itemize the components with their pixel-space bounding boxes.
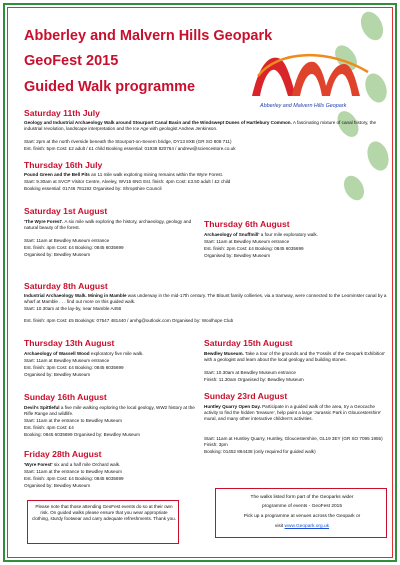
event-description bbox=[24, 120, 390, 132]
event-description bbox=[24, 351, 196, 357]
event-heading: Sunday 16th August bbox=[24, 392, 107, 402]
event-start: Start: 2pm at the north riverside beneath the Stourport-on-Severn bridge, DY13 8XB (GR SO 808 711) bbox=[24, 139, 232, 144]
event-info: Est. finish: 4pm Cost: £5 Bookings: 07547 481440 / amhg@outlook.com Organised by: Woolhope Club bbox=[24, 318, 234, 323]
title-line-2: GeoFest 2015 bbox=[24, 53, 119, 69]
event-heading: Sunday 23rd August bbox=[204, 391, 288, 401]
event-heading: Saturday 15th August bbox=[204, 338, 293, 348]
event-description bbox=[204, 351, 386, 363]
info-line-4 bbox=[216, 524, 388, 531]
event-organiser: Organised by: Bewdley Museum bbox=[24, 372, 91, 377]
event-desc-text: A six mile walk exploring the history, archaeology, geology and natural beauty of the forest. bbox=[24, 219, 192, 231]
event-desc-text: six and a half mile Orchard walk. bbox=[52, 462, 121, 467]
event-organiser: Booking: 0845 6035699 Organised by: Bewdley Museum bbox=[24, 432, 140, 437]
event-info: Finish: 11.30am Organised by: Bewdley Museum bbox=[204, 377, 304, 382]
geopark-logo-icon bbox=[238, 46, 398, 110]
event-title: Devil's Spittleful bbox=[24, 405, 60, 410]
info-line-1: The walks listed form part of the Geoparks wider bbox=[250, 495, 354, 500]
event-title: 'Wyre Forest' bbox=[24, 462, 53, 467]
event-title: Geology and Industrial Archaeology Walk around Stourport Canal Basin and the Windswept Dunes of Hartlebury Common. bbox=[24, 120, 292, 125]
event-info: Est. finish: 3pm Cost: £4 Booking: 0845 6035699 bbox=[24, 365, 124, 370]
event-organiser: Organised by: Bewdley Museum bbox=[24, 252, 91, 257]
event-info: Est. finish: 4pm Cost: £4 Booking: 0845 6035699 bbox=[24, 476, 124, 481]
event-description bbox=[24, 293, 390, 305]
event-title: Bewdley Museum. bbox=[204, 351, 244, 356]
event-desc-text: an 11 mile walk exploring mining remains within the Wyre Forest. bbox=[89, 172, 224, 177]
event-heading: Thursday 13th August bbox=[24, 338, 115, 348]
event-info: Est. finish: 5pm Cost: £2 adult / £1 child Booking essential: 01938 820764 / andrew@sciencestore.co.uk bbox=[24, 146, 236, 151]
event-info: Booking: 01452 864438 (only required for guided walk) bbox=[204, 449, 316, 454]
event-organiser: Organised by: Bewdley Museum bbox=[24, 483, 91, 488]
safety-notice-text: Please note that those attending GeoFest events do so at their own risk. On guided walks please ensure that you wear appropriate clothing, sturdy footwear and carry adequate refreshments. Thank you. bbox=[32, 504, 176, 522]
event-start: Start: 9.30am at SVCP Visitor Centre, Alveley, WV15 6NG Est. finish: 4pm Cost: £3.50 adult / £2 child bbox=[24, 179, 231, 184]
event-desc-text: was underway in the mid-17th century. The Blount family collieries, via a tramway, were connected to the Leominster canal by a wharf at Mamble . . . find out more on this guided walk. bbox=[24, 293, 387, 305]
event-start: Start: 11am at Bewdley Museum entrance bbox=[204, 239, 290, 244]
event-heading: Saturday 11th July bbox=[24, 108, 100, 118]
event-description bbox=[24, 172, 390, 178]
logo-caption: Abberley and Malvern Hills Geopark bbox=[260, 103, 347, 109]
info-line-2: programme of events - GeoFest 2015 bbox=[262, 504, 342, 509]
event-description bbox=[24, 462, 196, 468]
event-desc-text: Take a tour of the grounds and the 'Fossils of the Geopark Exhibition' with a geologist and learn about the local geology and building stones. bbox=[204, 351, 386, 363]
event-desc-text: A fascinating mixture of canal history, the industrial revolution, landscape interpretation and the Ice Age with geologist Andrew Jenkinson. bbox=[24, 120, 377, 132]
event-title: Huntley Quarry Open Day. bbox=[204, 404, 261, 409]
event-heading: Thursday 16th July bbox=[24, 160, 103, 170]
event-description bbox=[204, 232, 384, 238]
event-title: Pound Green and the Bell Pits bbox=[24, 172, 90, 177]
event-info: Est. finish: 4pm Cost: £4 bbox=[24, 425, 74, 430]
title-line-3: Guided Walk programme bbox=[24, 79, 196, 95]
event-start: Start: 11am at Bewdley Museum entrance bbox=[24, 358, 110, 363]
title-line-1: Abberley and Malvern Hills Geopark bbox=[24, 28, 273, 44]
event-title: Archaeology of Wassell Wood bbox=[24, 351, 90, 356]
event-desc-text: a four mile exploratory walk. bbox=[259, 232, 318, 237]
event-heading: Thursday 6th August bbox=[204, 219, 290, 229]
event-heading: Saturday 1st August bbox=[24, 206, 108, 216]
event-heading: Friday 28th August bbox=[24, 449, 102, 459]
event-info: Booking essential: 01746 781192 Organised by: Shropshire Council bbox=[24, 186, 162, 191]
event-info: Est. finish: 2pm Cost: £4 Booking: 0845 6035699 bbox=[204, 246, 304, 251]
event-title: Industrial Archaeology Walk. Mining in Mamble bbox=[24, 293, 127, 298]
event-info: Est. finish: 4pm Cost: £4 Booking: 0845 6035699 bbox=[24, 245, 124, 250]
event-description bbox=[24, 219, 196, 231]
event-desc-text: a five mile walking exploring the local geology, WW2 history at the Rifle Range and wildlife. bbox=[24, 405, 195, 417]
geopark-website-link[interactable]: www.Geopark.org.uk bbox=[284, 524, 330, 529]
event-description bbox=[24, 405, 196, 417]
programme-info-box bbox=[215, 488, 387, 538]
safety-notice-box bbox=[27, 500, 179, 544]
event-start: Start: 11am at the entrance to Bewdley Museum bbox=[24, 469, 122, 474]
event-desc-text: Participate in a guided walk of the area, try a Geocache activity to find the hidden 'treasure', help paint a large 'Jurassic Park in Gloucestershire' mural, and many other interactive children's activities. bbox=[204, 404, 382, 422]
event-description bbox=[204, 404, 384, 422]
event-heading: Saturday 8th August bbox=[24, 281, 108, 291]
event-title: 'The Wyre Forest'. bbox=[24, 219, 64, 224]
event-start: Start: 10.30am at Bewdley Museum entrance bbox=[204, 370, 296, 375]
event-desc-text: exploratory five mile walk. bbox=[89, 351, 144, 356]
event-start: Start: 11am at Bewdley Museum entrance bbox=[24, 238, 110, 243]
info-line-4-prefix: visit bbox=[274, 524, 285, 529]
event-start: Start: 11am at Huntley Quarry, Huntley, Gloucestershire, GL19 3EY (GR SO 7095 1955) Finish: 3pm bbox=[204, 436, 383, 448]
event-organiser: Organised by: Bewdley Museum bbox=[204, 253, 271, 258]
event-start: Start: 11am at the entrance to Bewdley Museum bbox=[24, 418, 122, 423]
event-title: Archaeology of Snuffmill' bbox=[204, 232, 260, 237]
event-start: Start: 10.30am at the lay-by, near Mamble A456 bbox=[24, 306, 122, 311]
info-line-3: Pick up a programme at venues across the Geopark or bbox=[243, 514, 361, 519]
